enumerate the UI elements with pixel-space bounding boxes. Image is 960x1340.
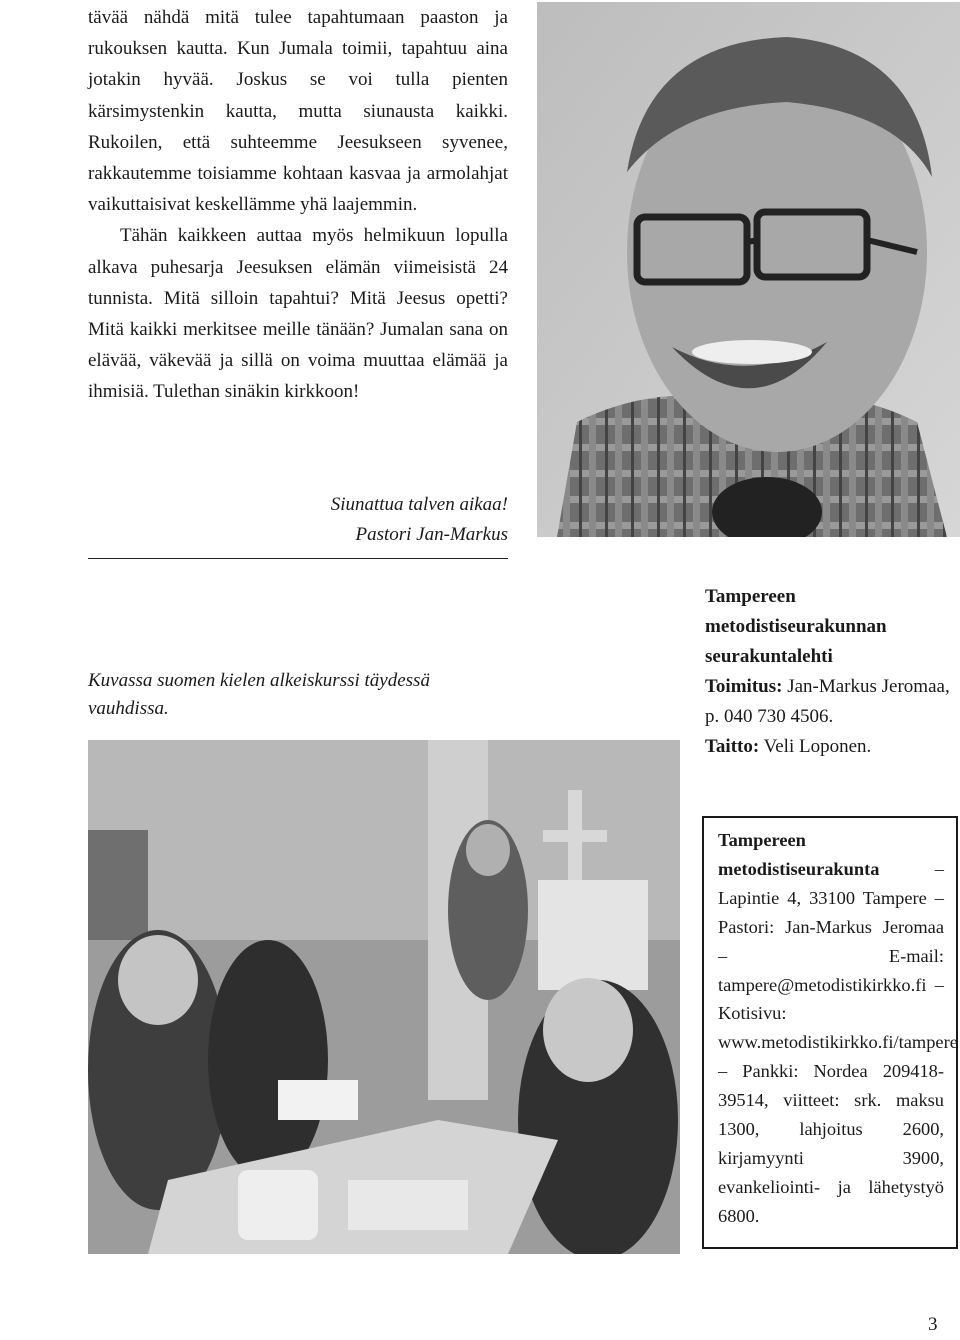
- pastor-portrait-photo: [537, 2, 960, 537]
- contact-details: – Lapintie 4, 33100 Tampere – Pastori: Jan-Markus Jeromaa – E-mail: tampere@metodistikirkko.fi – Kotisivu: www.metodistikirkko.fi/tampere – Pankki: Nordea 209418-39514, viitteet: srk. maksu 1300, lahjoitus 2600, kirjamyynti 3900, evankeliointi- ja lähetystyö 6800.: [718, 858, 958, 1226]
- signoff: Siunattua talven aikaa!: [330, 494, 508, 515]
- page-number: 3: [928, 1314, 938, 1335]
- article-paragraph-1: tävää nähdä mitä tulee tapahtumaan paaston ja rukouksen kautta. Kun Jumala toimii, tapahtuu aina jotakin hyvää. Joskus se voi tulla pienten kärsimystenkin kautta, mutta siunausta kaikki. Rukoilen, että suhteemme Jeesukseen syvenee, rakkautemme toisiamme kohtaan kasvaa ja armolahjat vaikuttaisivat keskellämme yhä laajemmin.: [88, 7, 508, 216]
- colophon-heading: Tampereen metodistiseurakunnan seurakuntalehti: [705, 586, 887, 667]
- layout-label: Taitto:: [705, 736, 760, 757]
- editor-value: Jan-Markus Jeromaa, p. 040 730 4506.: [705, 676, 950, 727]
- colophon: [705, 582, 955, 762]
- classroom-photo: [88, 740, 680, 1254]
- signature: Pastori Jan-Markus: [355, 524, 508, 545]
- article-body: [88, 2, 508, 408]
- layout-value: Veli Loponen.: [763, 736, 872, 757]
- divider-rule: [88, 558, 508, 559]
- article-paragraph-2: Tähän kaikkeen auttaa myös helmikuun lopulla alkava puhesarja Jeesuksen elämän viimeisistä 24 tunnista. Mitä silloin tapahtui? Mitä Jeesus opetti? Mitä kaikki merkitsee meille tänään? Jumalan sana on elävää, väkevää ja sillä on voima muuttaa elämää ja ihmisiä. Tulethan sinäkin kirkkoon!: [88, 225, 508, 403]
- editor-label: Toimitus:: [705, 676, 783, 697]
- contact-box: [702, 816, 958, 1249]
- photo-caption: Kuvassa suomen kielen alkeiskurssi täydessä vauhdissa.: [88, 670, 430, 719]
- congregation-name: Tampereen metodistiseurakunta: [718, 830, 880, 879]
